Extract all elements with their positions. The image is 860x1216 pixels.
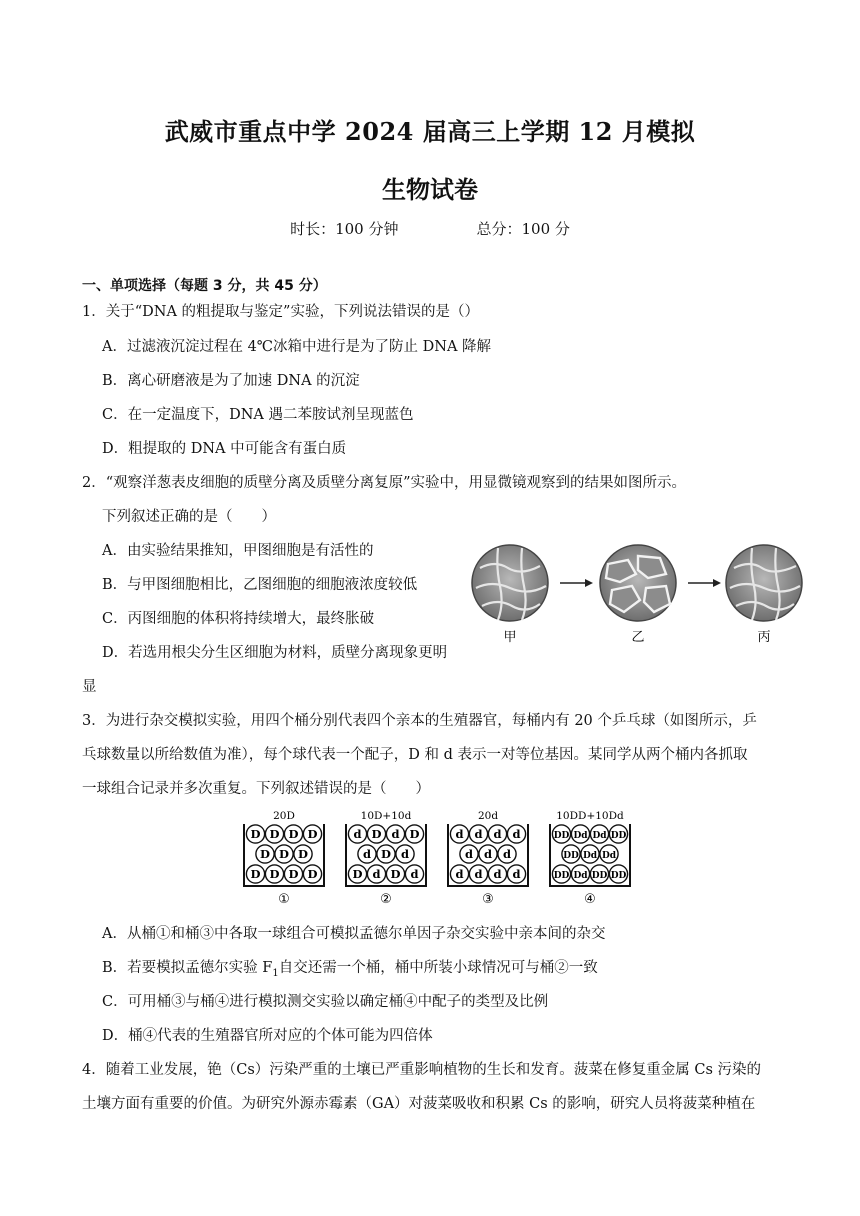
bucket-label: 10D+10d [360,810,412,822]
cell-label-bing: 丙 [757,630,771,645]
q3-stem-cont2: 一球组合记录并多次重复。下列叙述错误的是（ ） [82,781,430,797]
ball-label: D [409,827,420,841]
q1-stem: 1．关于“DNA 的粗提取与鉴定”实验，下列说法错误的是（） [82,304,479,320]
ball-label: d [493,827,502,841]
ball-label: DD [610,871,627,881]
q1-option-d: D．粗提取的 DNA 中可能含有蛋白质 [102,441,347,457]
bucket-label: 10DD+10Dd [556,810,624,822]
q1-option-c: C．在一定温度下，DNA 遇二苯胺试剂呈现蓝色 [102,407,414,423]
section-heading: 一、单项选择（每题 3 分，共 45 分） [82,278,327,294]
ball-label: DD [553,831,570,841]
ball-label: d [372,867,381,881]
arrow-icon [688,579,721,587]
ball-label: d [512,827,521,841]
ball-label: D [381,847,391,861]
ball-label: D [307,827,318,841]
ball-label: D [390,867,401,881]
cell-yi [600,545,676,621]
ball-label: D [269,827,280,841]
ball-label: D [269,867,280,881]
ball-label: Dd [582,851,598,861]
ball-label: d [483,847,493,861]
q2-option-a: A．由实验结果推知，甲图细胞是有活性的 [102,543,374,559]
arrow-icon [560,579,593,587]
ball-label: D [250,827,261,841]
q3-option-d: D．桶④代表的生殖器官所对应的个体可能为四倍体 [102,1028,433,1044]
ball-label: d [464,847,474,861]
bucket-1 [244,810,324,906]
q4-stem: 4．随着工业发展，铯（Cs）污染严重的土壤已严重影响植物的生长和发育。菠菜在修复重金属 Cs 污染的 [82,1062,762,1078]
ball-label: d [353,827,362,841]
ball-label: d [410,867,419,881]
q3-option-c: C．可用桶③与桶④进行模拟测交实验以确定桶④中配子的类型及比例 [102,994,549,1010]
cell-label-yi: 乙 [631,630,645,645]
bucket-label: 20D [273,810,295,822]
ball-label: Dd [601,851,617,861]
bucket-number: ② [380,892,392,906]
bucket-4 [550,810,630,906]
q3-option-a: A．从桶①和桶③中各取一球组合可模拟孟德尔单因子杂交实验中亲本间的杂交 [102,926,606,942]
bucket-label: 20d [477,810,499,822]
q3-stem-cont1: 乓球数量以所给数值为准），每个球代表一个配子，D 和 d 表示一对等位基因。某同学从两个桶内各抓取 [82,747,748,763]
q1-option-b: B．离心研磨液是为了加速 DNA 的沉淀 [102,373,360,389]
ball-label: D [307,867,318,881]
ball-label: DD [591,871,608,881]
q3-stem: 3．为进行杂交模拟实验，用四个桶分别代表四个亲本的生殖器官，每桶内有 20 个乒乓球（如图所示，乒 [82,713,757,729]
ball-label: Dd [592,831,607,841]
ball-label: d [455,827,464,841]
bucket-number: ① [278,892,290,906]
ball-label: d [502,847,512,861]
ball-label: d [493,867,502,881]
ball-label: D [288,827,299,841]
q2-stem-cont: 下列叙述正确的是（ ） [102,509,276,525]
ball-label: Dd [573,871,588,881]
plasmolysis-figure [470,538,805,648]
bucket-3 [448,810,528,906]
exam-duration: 时长：100 分钟 [290,220,399,238]
ball-label: d [400,847,410,861]
ball-label: D [250,867,261,881]
bucket-figure [238,806,638,906]
ball-label: D [352,867,363,881]
ball-label: DD [563,851,579,861]
ball-label: DD [553,871,570,881]
ball-label: d [455,867,464,881]
ball-label: Dd [573,831,588,841]
q2-option-c: C．丙图细胞的体积将持续增大，最终胀破 [102,611,375,627]
ball-label: DD [610,831,627,841]
q3-option-b-pre: B．若要模拟孟德尔实验 F [102,960,273,976]
q3-option-b [102,958,598,984]
ball-label: d [474,827,483,841]
ball-label: d [474,867,483,881]
q3-option-b-sub: 1 [272,967,279,979]
q2-option-d-cont: 显 [82,679,97,695]
exam-meta [0,218,860,239]
q2-stem: 2．“观察洋葱表皮细胞的质壁分离及质壁分离复原”实验中，用显微镜观察到的结果如图所示。 [82,475,687,491]
ball-label: D [279,847,289,861]
q2-option-d: D．若选用根尖分生区细胞为材料，质壁分离现象更明 [102,645,448,661]
exam-total: 总分：100 分 [476,220,570,238]
q3-option-b-post: 自交还需一个桶，桶中所装小球情况可与桶②一致 [278,960,598,976]
exam-title: 武威市重点中学 2024 届高三上学期 12 月模拟 [164,117,696,146]
cell-label-jia: 甲 [503,630,517,645]
ball-label: d [512,867,521,881]
q2-option-b: B．与甲图细胞相比，乙图细胞的细胞液浓度较低 [102,577,418,593]
bucket-number: ③ [482,892,494,906]
q1-option-a: A．过滤液沉淀过程在 4℃冰箱中进行是为了防止 DNA 降解 [102,339,492,355]
ball-label: D [288,867,299,881]
q4-stem-cont: 土壤方面有重要的价值。为研究外源赤霉素（GA）对菠菜吸收和积累 Cs 的影响，研究人员将菠菜种植在 [82,1096,756,1112]
bucket-2 [346,810,426,906]
bucket-number: ④ [584,892,596,906]
cell-jia [472,545,548,621]
ball-label: D [298,847,308,861]
cell-bing [726,545,802,621]
ball-label: D [371,827,382,841]
ball-label: D [260,847,270,861]
ball-label: d [391,827,400,841]
exam-subject: 生物试卷 [382,175,478,204]
ball-label: d [362,847,372,861]
